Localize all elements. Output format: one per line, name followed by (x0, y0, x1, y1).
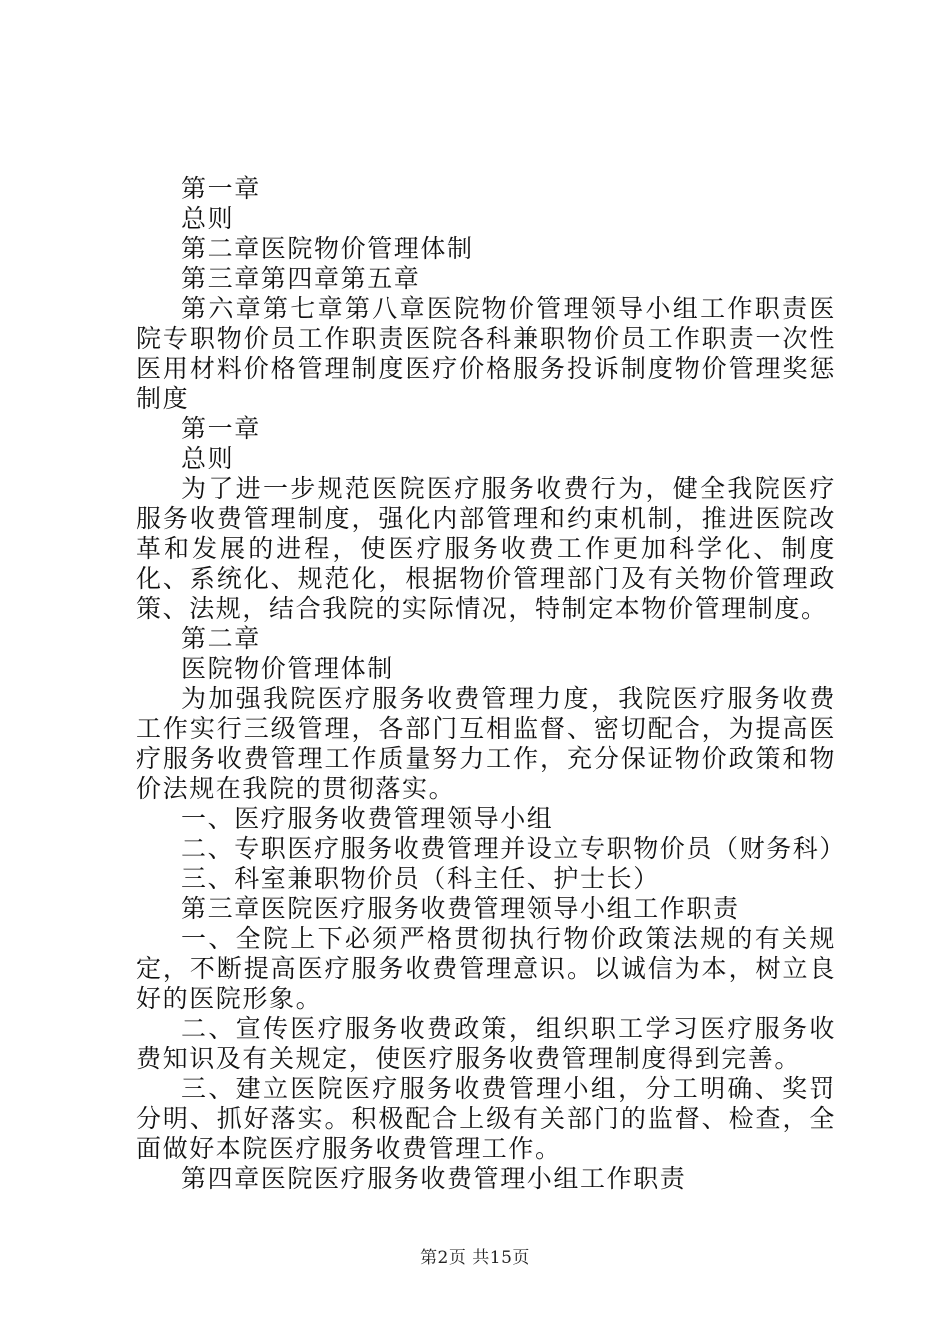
list-item: 三、科室兼职物价员（科主任、护士长） (181, 864, 660, 893)
toc-line-chapters-3-5: 第三章第四章第五章 (181, 264, 421, 293)
chapter-2-heading: 第二章 (181, 624, 261, 653)
duty-item: 三、建立医院医疗服务收费管理小组，分工明确、奖罚分明、抓好落实。积极配合上级有关部门的监督、检查，全面做好本院医疗服务收费管理工作。 (136, 1074, 836, 1163)
toc-line-chapters-6-8: 第六章第七章第八章医院物价管理领导小组工作职责医院专职物价员工作职责医院各科兼职物价员工作职责一次性医用材料价格管理制度医疗价格服务投诉制度物价管理奖惩制度 (136, 294, 836, 413)
document-body (136, 174, 847, 1194)
page-number-footer: 第2页 共15页 (420, 1248, 530, 1268)
duty-item: 一、全院上下必须严格贯彻执行物价政策法规的有关规定，不断提高医疗服务收费管理意识。以诚信为本，树立良好的医院形象。 (136, 924, 836, 1013)
chapter-3-heading: 第三章医院医疗服务收费管理领导小组工作职责 (181, 894, 740, 923)
duty-item: 二、宣传医疗服务收费政策，组织职工学习医疗服务收费知识及有关规定，使医疗服务收费管理制度得到完善。 (136, 1014, 836, 1073)
toc-line-chapter-2: 第二章医院物价管理体制 (181, 234, 474, 263)
chapter-1-heading: 第一章 (181, 174, 261, 203)
general-provisions-paragraph: 为了进一步规范医院医疗服务收费行为，健全我院医疗服务收费管理制度，强化内部管理和约束机制，推进医院改革和发展的进程，使医疗服务收费工作更加科学化、制度化、系统化、规范化，根据物价管理部门及有关物价管理政策、法规，结合我院的实际情况，特制定本物价管理制度。 (136, 474, 836, 623)
list-item: 二、专职医疗服务收费管理并设立专职物价员（财务科） (181, 834, 847, 863)
chapter-1-title-repeat: 总则 (181, 444, 235, 473)
list-item: 一、医疗服务收费管理领导小组 (181, 804, 554, 833)
chapter-1-title: 总则 (181, 204, 235, 233)
chapter-2-title: 医院物价管理体制 (181, 654, 394, 683)
management-system-paragraph: 为加强我院医疗服务收费管理力度，我院医疗服务收费工作实行三级管理，各部门互相监督、密切配合，为提高医疗服务收费管理工作质量努力工作，充分保证物价政策和物价法规在我院的贯彻落实。 (136, 684, 836, 803)
chapter-1-heading-repeat: 第一章 (181, 414, 261, 443)
chapter-4-heading: 第四章医院医疗服务收费管理小组工作职责 (181, 1164, 687, 1193)
